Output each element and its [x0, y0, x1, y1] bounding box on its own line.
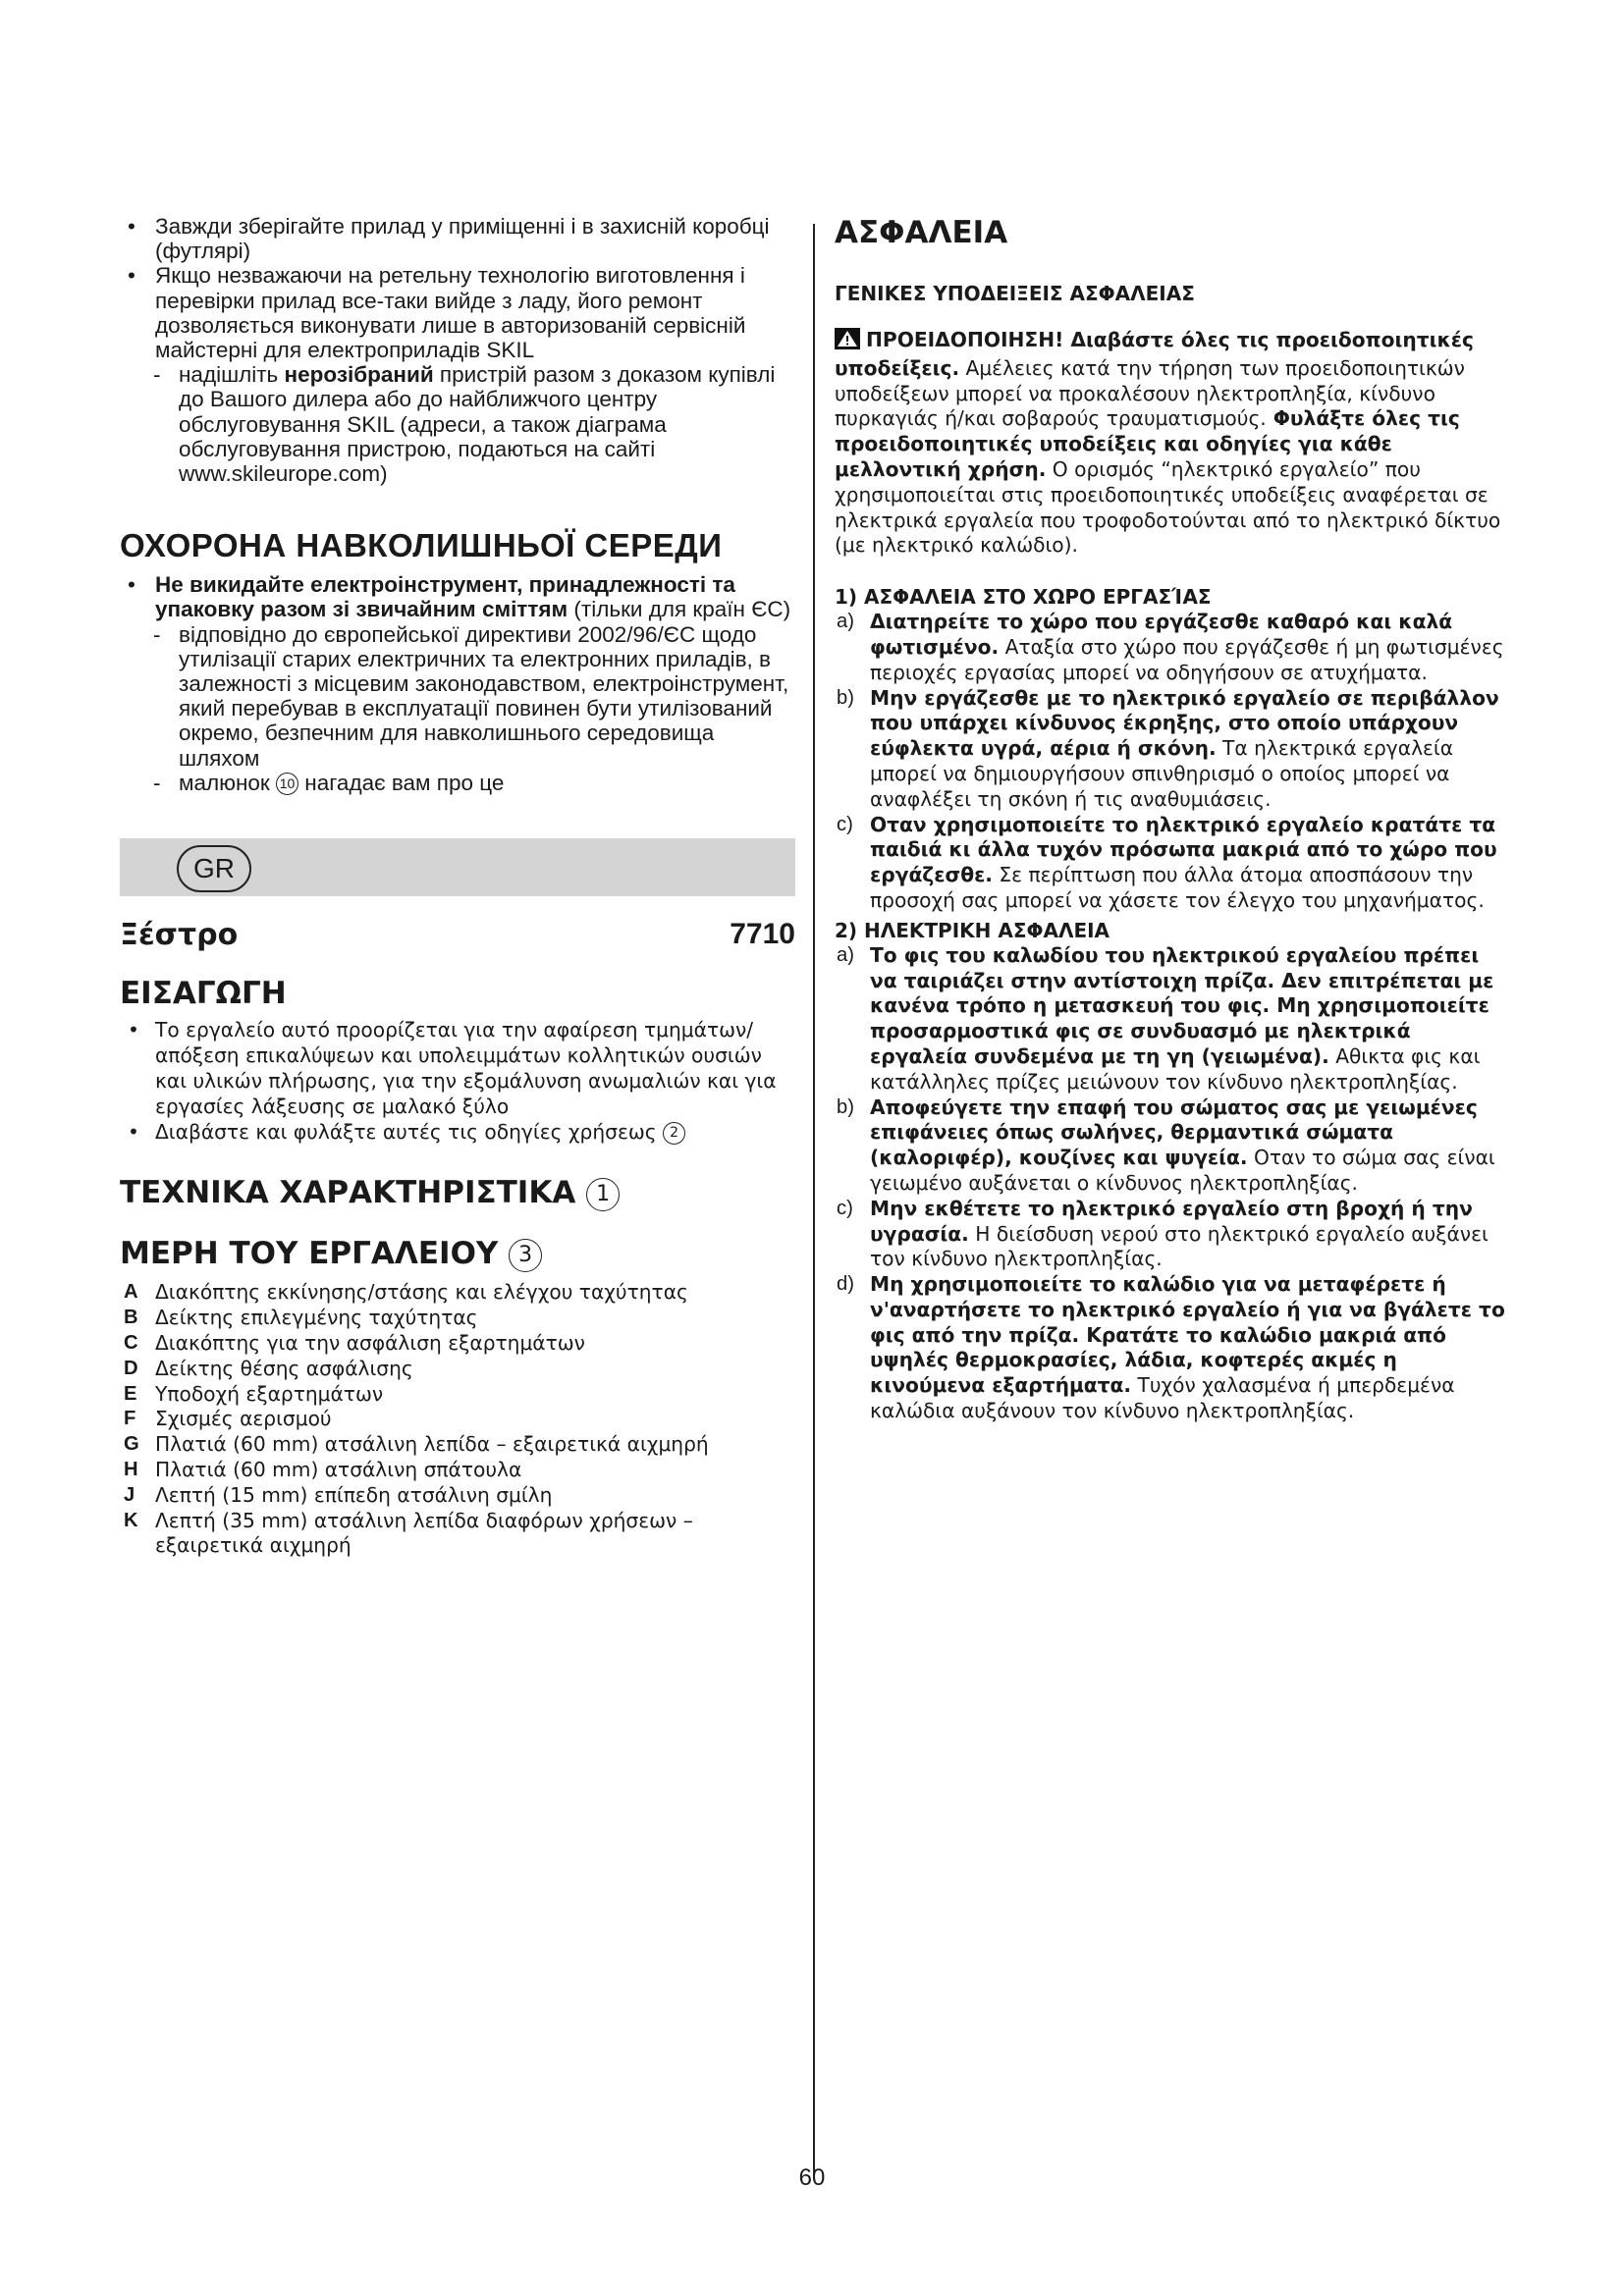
list-item: b) Αποφεύγετε την επαφή του σώματος σας με γειωμένες επιφάνειες όπως σωλήνες, θερμαντικά σώματα (καλοριφέρ), κουζίνες και ψυγεία. Οταν το σώμα σας είναι γειωμένο αυξάνεται ο κίνδυνος ηλεκτροπληξίας.: [837, 1095, 1495, 1195]
warning-icon: [835, 328, 860, 356]
part-item: F Σχισμές αερισμού: [124, 1407, 332, 1431]
list-item: c) Μην εκθέτετε το ηλεκτρικό εργαλείο στη βροχή ή την υγρασία. Η διείσδυση νερού στο ηλεκτρικό εργαλείο αυξάνει τον κίνδυνο ηλεκτροπληξίας.: [837, 1196, 1489, 1271]
figure-ref-badge: 10: [276, 773, 298, 795]
subsection-title-workarea: 1) ΑΣΦΑΛΕΙΑ ΣΤΟ ΧΩΡΟ ΕΡΓΑΣΊΑΣ: [835, 585, 1212, 610]
list-item: • Το εργαλείο αυτό προορίζεται για την αφαίρεση τμημάτων/απόξεση επικαλύψεων και υπολειμμάτων κολλητικών ουσιών και υλικών πλήρωσης, για την εξομάλυνση ανωμαλιών και για εργασίες λάξευσης σε μαλακό ξύλο: [128, 1018, 777, 1118]
section-title-tech: ΤΕΧΝΙΚΑ ΧΑΡΑΚΤΗΡΙΣΤΙΚΑ 1: [120, 1174, 795, 1211]
left-column: [120, 214, 795, 1559]
part-item: K Λεπτή (35 mm) ατσάλινη λεπίδα διαφόρων χρήσεων – εξαιρετικά αιχμηρή: [124, 1508, 693, 1558]
product-name: Ξέστρο: [120, 918, 239, 953]
section-title-environment: ОХОРОНА НАВКОЛИШНЬОЇ СЕРЕДИ: [120, 527, 723, 564]
list-item: • Якщо незважаючи на ретельну технологію виготовлення і перевірки прилад все-таки вийде з ладу, його ремонт дозволяється виконувати лише в авторизованій сервісній майстерні для електроприладів SKIL: [128, 263, 746, 363]
language-bar: [120, 838, 795, 896]
list-item: a) Το φις του καλωδίου του ηλεκτρικού εργαλείου πρέπει να ταιριάζει στην αντίστοιχη πρίζα. Δεν επιτρέπεται με κανένα τρόπο η μετασκευή του φις. Μη χρησιμοποιείτε προσαρμοστικά φις σε συνδυασμό με ηλεκτρικά εργαλεία συνδεμένα με τη γη (γειωμένα). Αθικτα φις και κατάλληλες πρίζες μειώνουν τον κίνδυνο ηλεκτροπληξίας.: [837, 942, 1494, 1094]
figure-ref-badge: 3: [509, 1239, 542, 1272]
list-item: a) Διατηρείτε το χώρο που εργάζεσθε καθαρό και καλά φωτισμένο. Αταξία στο χώρο που εργάζεσθε ή μη φωτισμένες περιοχές εργασίας μπορεί να οδηγήσουν σε ατυχήματα.: [837, 610, 1504, 684]
column-divider: [813, 224, 815, 2179]
list-subitem: - надішліть нерозібраний пристрій разом з доказом купівлі до Вашого дилера або до найближчого центру обслуговування SKIL (адреси, а також діаграма обслуговування пристрою, подаються на сайті www.skileurope.com): [153, 362, 776, 487]
list-item: • Не викидайте електроінструмент, принадлежності та упаковку разом зі звичайним сміттям (тільки для країн ЄС): [128, 572, 791, 622]
parts-list: [120, 1280, 795, 1559]
part-item: G Πλατιά (60 mm) ατσάλινη λεπίδα – εξαιρετικά αιχμηρή: [124, 1432, 709, 1457]
list-item: • Διαβάστε και φυλάξτε αυτές τις οδηγίες χρήσεως 2: [120, 1120, 795, 1146]
product-number: 7710: [730, 918, 795, 951]
part-item: B Δείκτης επιλεγμένης ταχύτητας: [124, 1306, 478, 1330]
section-title-safety: ΑΣΦΑΛΕΙΑ: [835, 215, 1008, 250]
list-item: d) Μη χρησιμοποιείτε το καλώδιο για να μεταφέρετε ή ν'αναρτήσετε το ηλεκτρικό εργαλείο ή για να βγάλετε το φις από την πρίζα. Κρατάτε το καλώδιο μακριά από υψηλές θερμοκρασίες, λάδια, κοφτερές ακμές η κινούμενα εξαρτήματα. Τυχόν χαλασμένα ή μπερδεμένα καλώδια αυξάνουν τον κίνδυνο ηλεκτροπληξίας.: [837, 1272, 1505, 1423]
part-item: H Πλατιά (60 mm) ατσάλινη σπάτουλα: [124, 1457, 522, 1481]
right-column: [835, 214, 1512, 1424]
language-badge: GR: [177, 845, 251, 892]
part-item: D Δείκτης θέσης ασφάλισης: [124, 1356, 413, 1380]
product-header: [120, 918, 795, 965]
part-item: C Διακόπτης για την ασφάλιση εξαρτημάτων: [124, 1331, 585, 1355]
list-item: b) Μην εργάζεσθε με το ηλεκτρικό εργαλείο σε περιβάλλον που υπάρχει κίνδυνος έκρηξης, στο οποίο υπάρχουν εύφλεκτα υγρά, αέρια ή σκόνη. Τα ηλεκτρικά εργαλεία μπορεί να δημιουργήσουν σπινθηρισμό ο οποίος μπορεί να αναφλέξει τη σκόνη ή τις αναθυμιάσεις.: [837, 685, 1499, 811]
section-title-parts: ΜΕΡΗ ΤΟΥ ΕΡΓΑΛΕΙΟΥ 3: [120, 1235, 795, 1272]
subsection-title-general: ΓΕΝΙΚΕΣ ΥΠΟΔΕΙΞΕΙΣ ΑΣΦΑΛΕΙΑΣ: [835, 282, 1195, 305]
warning-paragraph: ΠΡΟΕΙΔΟΠΟΙΗΣΗ! Διαβάστε όλες τις προειδοποιητικές υποδείξεις. Αμέλειες κατά την τήρηση των προειδοποιητικών υποδείξεων μπορεί να προκαλέσουν ηλεκτροπληξία, κίνδυνο πυρκαγιάς ή/και σοβαρούς τραυματισμούς. Φυλάξτε όλες τις προειδοποιητικές υποδείξεις και οδηγίες για κάθε μελλοντική χρήση. Ο ορισμός “ηλεκτρικό εργαλείο” που χρησιμοποιείται στις προειδοποιητικές υποδείξεις αναφέρεται σε ηλεκτρικά εργαλεία που τροφοδοτούνται από το ηλεκτρικό δίκτυο (με ηλεκτρικό καλώδιο).: [835, 328, 1501, 558]
list-subitem: - відповідно до європейської директиви 2002/96/ЄС щодо утилізації старих електричних та електронних приладів, в залежності з місцевим законодавством, електроінструмент, який перебував в експлуатації повинен бути утилізований окремо, безпечним для навколишнього середовища шляхом: [153, 621, 789, 771]
section-title-intro: ΕΙΣΑΓΩΓΗ: [120, 976, 287, 1012]
subsection-title-electrical: 2) ΗΛΕΚΤΡΙΚΗ ΑΣΦΑΛΕΙΑ: [835, 918, 1110, 942]
part-item: J Λεπτή (15 mm) επίπεδη ατσάλινη σμίλη: [124, 1482, 553, 1507]
page-number: 60: [798, 2164, 826, 2191]
list-subitem: - малюнок 10 нагадає вам про це: [153, 770, 505, 795]
list-item: c) Οταν χρησιμοποιείτε το ηλεκτρικό εργαλείο κρατάτε τα παιδιά κι άλλα τυχόν πρόσωπα μακριά από το χώρο που εργάζεσθε. Σε περίπτωση που άλλα άτομα αποσπάσουν την προσοχή σας μπορεί να χάσετε τον έλεγχο του μηχανήματος.: [837, 812, 1497, 912]
figure-ref-badge: 2: [663, 1122, 685, 1145]
list-item: • Завжди зберігайте прилад у приміщенні і в захисній коробці (футлярі): [128, 214, 770, 264]
part-item: A Διακόπτης εκκίνησης/στάσης και ελέγχου ταχύτητας: [124, 1280, 688, 1305]
part-item: E Υποδοχή εξαρτημάτων: [124, 1381, 384, 1406]
figure-ref-badge: 1: [586, 1178, 620, 1211]
